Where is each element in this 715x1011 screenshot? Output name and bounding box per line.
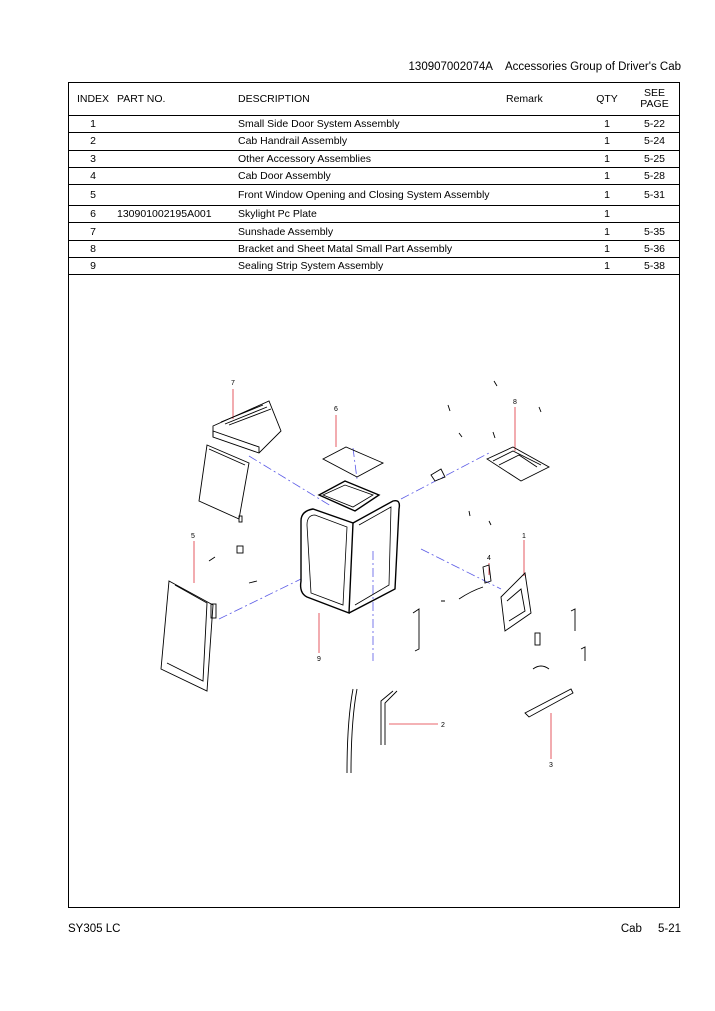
- table-row: [69, 133, 679, 150]
- cell-page: [630, 206, 679, 223]
- cell-page: 5-24: [630, 133, 679, 150]
- table-row: [69, 206, 679, 223]
- callout-2: 2: [441, 722, 445, 729]
- parts-table: [69, 83, 679, 275]
- cell-remark: [506, 258, 584, 275]
- cell-part-no: [117, 133, 238, 150]
- cell-description: Bracket and Sheet Matal Small Part Assembly: [238, 240, 506, 257]
- header-remark: Remark: [506, 93, 543, 105]
- cell-index: 6: [69, 206, 117, 223]
- cell-remark: [506, 240, 584, 257]
- footer-section-page: [621, 923, 681, 935]
- centerline: [219, 579, 301, 619]
- header-index: INDEX: [76, 93, 110, 105]
- cell-page: 5-25: [630, 150, 679, 167]
- table-row: [69, 258, 679, 275]
- cell-page: 5-22: [630, 116, 679, 133]
- cell-index: 3: [69, 150, 117, 167]
- cell-description: Other Accessory Assemblies: [238, 150, 506, 167]
- cell-index: 1: [69, 116, 117, 133]
- bracket-assembly-drawing: [431, 381, 549, 481]
- cell-qty: 1: [584, 240, 630, 257]
- table-row: [69, 185, 679, 206]
- cell-qty: 1: [584, 185, 630, 206]
- cell-page: 5-36: [630, 240, 679, 257]
- cell-page: 5-35: [630, 223, 679, 240]
- cell-description: Cab Door Assembly: [238, 167, 506, 184]
- cell-page: 5-28: [630, 167, 679, 184]
- content-frame: [68, 82, 680, 908]
- cab-door-parts-drawing: [413, 511, 491, 651]
- cell-remark: [506, 133, 584, 150]
- callout-9: 9: [317, 656, 321, 663]
- cab-handrail-drawing: [347, 689, 397, 773]
- leader-lines: [194, 389, 551, 759]
- callouts: [191, 380, 553, 769]
- sunshade-assembly-drawing: [199, 401, 281, 522]
- cell-qty: 1: [584, 116, 630, 133]
- cell-part-no: [117, 167, 238, 184]
- callout-6: 6: [334, 406, 338, 413]
- cell-description: Skylight Pc Plate: [238, 206, 506, 223]
- cell-remark: [506, 185, 584, 206]
- door-assembly-drawing: [501, 573, 585, 669]
- cell-part-no: [117, 185, 238, 206]
- centerlines: [219, 448, 501, 661]
- callout-4: 4: [487, 555, 491, 562]
- callout-7: 7: [231, 380, 235, 387]
- cell-page: 5-31: [630, 185, 679, 206]
- skylight-plate-drawing: [323, 447, 383, 477]
- footer-section: Cab: [620, 923, 642, 935]
- footer-model: SY305 LC: [68, 923, 121, 935]
- table-row: [69, 150, 679, 167]
- front-window-drawing: [161, 546, 257, 691]
- cell-qty: 1: [584, 167, 630, 184]
- cell-index: 9: [69, 258, 117, 275]
- cell-qty: 1: [584, 150, 630, 167]
- document-code: 130907002074A: [408, 61, 493, 73]
- cell-description: Front Window Opening and Closing System Assembly: [238, 185, 506, 206]
- table-header-row: [69, 83, 679, 116]
- cell-remark: [506, 150, 584, 167]
- other-accessories-drawing: [525, 689, 573, 717]
- header-page: PAGE: [640, 98, 669, 110]
- cell-qty: 1: [584, 258, 630, 275]
- table-row: [69, 167, 679, 184]
- callout-3: 3: [549, 762, 553, 769]
- cell-remark: [506, 167, 584, 184]
- cell-part-no: [117, 116, 238, 133]
- cell-part-no: [117, 240, 238, 257]
- cell-description: Cab Handrail Assembly: [238, 133, 506, 150]
- cell-part-no: [117, 258, 238, 275]
- cell-remark: [506, 223, 584, 240]
- callout-5: 5: [191, 533, 195, 540]
- header-see: SEE: [643, 87, 665, 99]
- cell-qty: 1: [584, 206, 630, 223]
- cell-index: 4: [69, 167, 117, 184]
- cab-frame-drawing: [301, 481, 400, 613]
- centerline: [353, 448, 357, 479]
- cell-part-no: 130901002195A001: [117, 206, 238, 223]
- header-see-page: [630, 83, 679, 116]
- cell-part-no: [117, 150, 238, 167]
- cell-index: 7: [69, 223, 117, 240]
- centerline: [249, 456, 331, 506]
- cell-part-no: [117, 223, 238, 240]
- cell-remark: [506, 116, 584, 133]
- header-description: DESCRIPTION: [238, 93, 310, 105]
- cell-description: Sealing Strip System Assembly: [238, 258, 506, 275]
- callout-1: 1: [522, 533, 526, 540]
- callout-8: 8: [513, 399, 517, 406]
- header-part-no: PART NO.: [117, 93, 166, 105]
- document-title: Accessories Group of Driver's Cab: [504, 61, 681, 73]
- cell-qty: 1: [584, 133, 630, 150]
- header-qty: QTY: [596, 93, 618, 105]
- cell-remark: [506, 206, 584, 223]
- cell-description: Sunshade Assembly: [238, 223, 506, 240]
- cell-index: 8: [69, 240, 117, 257]
- exploded-diagram: [69, 278, 679, 898]
- cell-index: 5: [69, 185, 117, 206]
- table-row: [69, 223, 679, 240]
- cell-page: 5-38: [630, 258, 679, 275]
- page-header: [409, 61, 681, 73]
- cell-index: 2: [69, 133, 117, 150]
- table-row: [69, 116, 679, 133]
- cell-description: Small Side Door System Assembly: [238, 116, 506, 133]
- footer-page-number: 5-21: [657, 923, 681, 935]
- table-row: [69, 240, 679, 257]
- cell-qty: 1: [584, 223, 630, 240]
